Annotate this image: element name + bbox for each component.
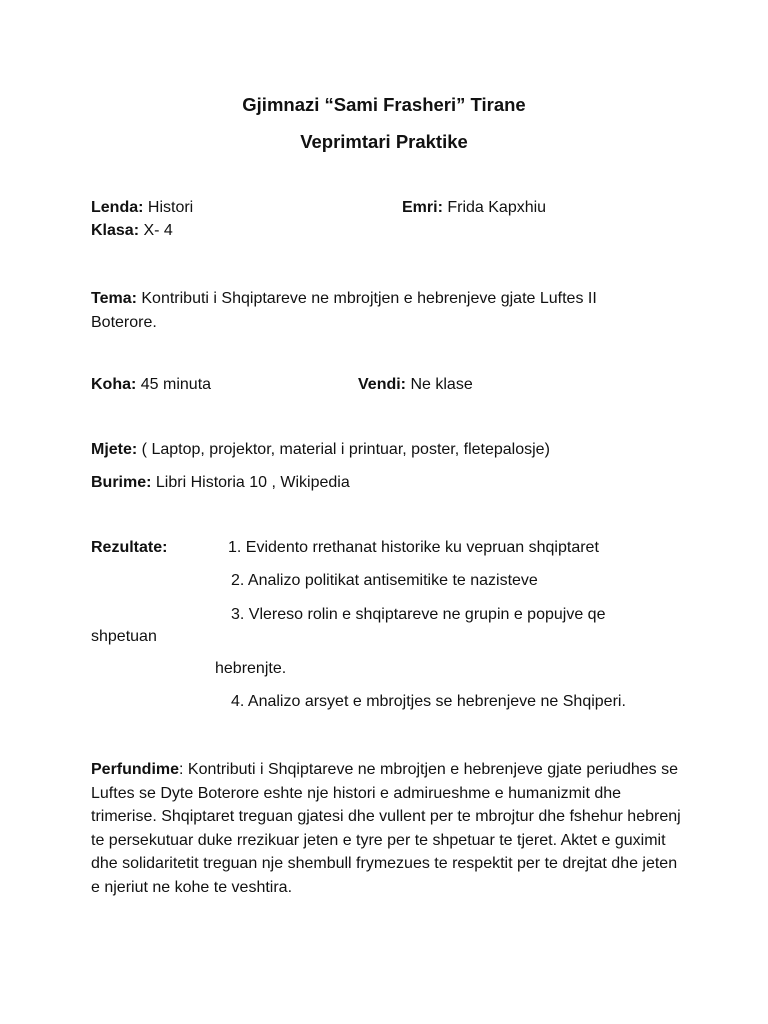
klasa-value: X- 4 <box>139 222 173 239</box>
lenda-field <box>91 199 193 217</box>
burime-label: Burime: <box>91 474 152 491</box>
page-title: Veprimtari Praktike <box>300 131 468 152</box>
lenda-value: Histori <box>143 199 194 216</box>
vendi-label: Vendi: <box>358 376 407 393</box>
lenda-label: Lenda: <box>91 199 144 216</box>
burime-field <box>91 474 350 492</box>
koha-field <box>91 376 211 394</box>
burime-value: Libri Historia 10 , Wikipedia <box>151 474 350 491</box>
mjete-value: ( Laptop, projektor, material i printuar, poster, fletepalosje) <box>137 441 550 458</box>
emri-field <box>402 199 546 217</box>
rezultate-item-1: 1. Evidento rrethanat historike ku vepruan shqiptaret <box>228 539 599 556</box>
klasa-label: Klasa: <box>91 222 140 239</box>
klasa-field <box>91 222 173 240</box>
rezultate-label-text: Rezultate: <box>91 539 168 556</box>
tema-value: Kontributi i Shqiptareve ne mbrojtjen e hebrenjeve gjate Luftes II Boterore. <box>91 290 597 331</box>
koha-label: Koha: <box>91 376 137 393</box>
emri-label: Emri: <box>402 199 443 216</box>
rezultate-item-3-cont2: hebrenjte. <box>215 660 287 677</box>
perfundime-value: : Kontributi i Shqiptareve ne mbrojtjen e hebrenjeve gjate periudhes se Luftes se Dyte Boterore eshte nje histori e admirueshme e humanizmit dhe trimerise. Shqiptaret treguan gjatesi dhe vullent per te mbrojtur dhe fshehur hebrenj te persekutuar duke rrezikuar jeten e tyre per te shpetuar te tjeret. Aktet e guximit dhe solidaritetit treguan nje shembull frymezues te respektit per te drejtat dhe jeten e njeriut ne kohe te veshtira. <box>91 761 681 896</box>
rezultate-item-4: 4. Analizo arsyet e mbrojtjes se hebrenjeve ne Shqiperi. <box>231 693 626 710</box>
rezultate-item-3: 3. Vlereso rolin e shqiptareve ne grupin e popujve qe <box>231 606 606 623</box>
rezultate-item-3-cont: shpetuan <box>91 628 157 645</box>
mjete-field <box>91 441 550 459</box>
mjete-label: Mjete: <box>91 441 138 458</box>
perfundime-field <box>91 758 683 899</box>
vendi-value: Ne klase <box>406 376 473 393</box>
emri-value: Frida Kapxhiu <box>442 199 547 216</box>
vendi-field <box>358 376 473 394</box>
tema-label: Tema: <box>91 290 137 307</box>
rezultate-label <box>91 539 167 557</box>
koha-value: 45 minuta <box>136 376 212 393</box>
tema-field <box>91 287 666 334</box>
perfundime-label: Perfundime <box>91 761 180 778</box>
school-heading: Gjimnazi “Sami Frasheri” Tirane <box>242 94 526 115</box>
rezultate-item-2: 2. Analizo politikat antisemitike te nazisteve <box>231 572 538 589</box>
